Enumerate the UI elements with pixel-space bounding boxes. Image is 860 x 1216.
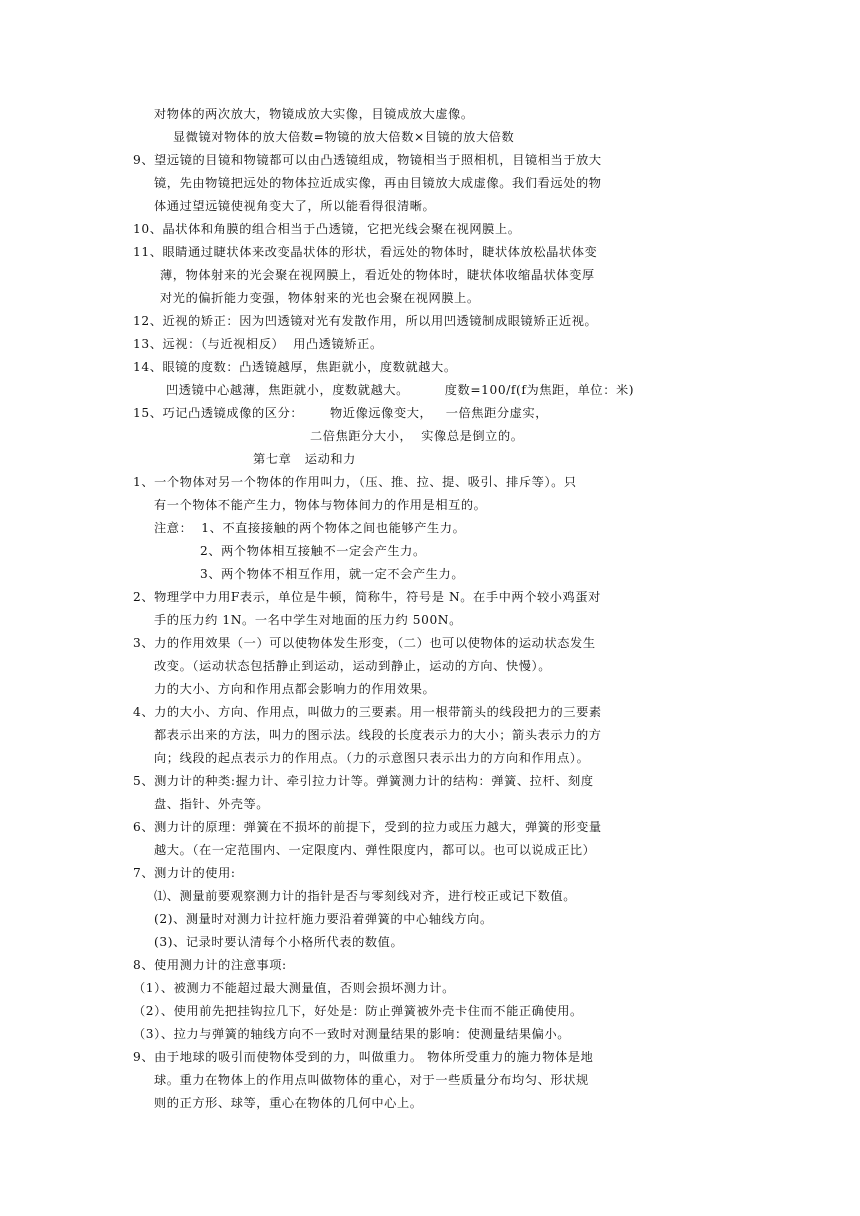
text-line: 镜，先由物镜把远处的物体拉近成实像，再由目镜放大成虚像。我们看远处的物 [154,176,602,190]
text-line: 球。重力在物体上的作用点叫做物体的重心，对于一些质量分布均匀、形状规 [154,1073,589,1087]
text-line: 2、两个物体相互接触不一定会产生力。 [200,544,426,558]
text-line: 9、望远镜的目镜和物镜都可以由凸透镜组成，物镜相当于照相机，目镜相当于放大 [133,153,602,167]
text-line: 体通过望远镜使视角变大了，所以能看得很清晰。 [154,199,436,213]
text-line: （3）、拉力与弹簧的轴线方向不一致时对测量结果的影响：使测量结果偏小。 [133,1027,571,1041]
text-line: （1）、被测力不能超过最大测量值，否则会损坏测力计。 [133,981,455,995]
text-line: （2）、使用前先把挂钩拉几下，好处是：防止弹簧被外壳卡住而不能正确使用。 [133,1004,583,1018]
text-line: (2)、测量时对测力计拉杆施力要沿着弹簧的中心轴线方向。 [154,912,493,926]
text-line: 注意： 1、不直接接触的两个物体之间也能够产生力。 [154,521,466,535]
text-line: 越大。（在一定范围内、一定限度内、弹性限度内，都可以。也可以说成正比） [154,843,596,857]
text-line: 12、近视的矫正：因为凹透镜对光有发散作用，所以用凹透镜制成眼镜矫正近视。 [133,314,598,328]
text-line: 力的大小、方向和作用点都会影响力的作用效果。 [154,682,436,696]
text-line: 手的压力约 1N。一名中学生对地面的压力约 500N。 [154,613,462,627]
text-line: 凹透镜中心越薄，焦距就小，度数就越大。 度数=100/f(f为焦距，单位：米) [166,383,635,397]
text-line: 对物体的两次放大，物镜成放大实像，目镜成放大虚像。 [154,107,474,121]
text-line: 4、力的大小、方向、作用点，叫做力的三要素。用一根带箭头的线段把力的三要素 [133,705,602,719]
text-line: 盘、指针、外壳等。 [154,797,270,811]
text-line: 二倍焦距分大小， 实像总是倒立的。 [310,429,524,443]
chapter-heading: 第七章 运动和力 [253,452,356,466]
text-line: 13、远视：（与近视相反） 用凸透镜矫正。 [133,337,383,351]
text-line: 9、由于地球的吸引而使物体受到的力，叫做重力。 物体所受重力的施力物体是地 [133,1050,594,1064]
text-line: 8、使用测力计的注意事项: [133,958,287,972]
text-line: 薄，物体射来的光会聚在视网膜上，看近处的物体时，睫状体收缩晶状体变厚 [160,268,595,282]
text-line: 对光的偏折能力变强，物体射来的光也会聚在视网膜上。 [160,291,480,305]
text-line: 则的正方形、球等，重心在物体的几何中心上。 [154,1096,423,1110]
text-line: 有一个物体不能产生力，物体与物体间力的作用是相互的。 [154,498,487,512]
text-line: 向；线段的起点表示力的作用点。（力的示意图只表示出力的方向和作用点）。 [154,751,590,765]
text-line: 2、物理学中力用F表示，单位是牛顿，简称牛，符号是 N。在手中两个较小鸡蛋对 [133,590,601,604]
text-line: 显微镜对物体的放大倍数=物镜的放大倍数×目镜的放大倍数 [173,130,515,144]
text-line: 3、力的作用效果（一）可以使物体发生形变，（二）也可以使物体的运动状态发生 [133,636,596,650]
text-line: 15、巧记凸透镜成像的区分： 物近像远像变大， 一倍焦距分虚实， [133,406,549,420]
text-line: 3、两个物体不相互作用，就一定不会产生力。 [200,567,465,581]
text-line: 14、眼镜的度数：凸透镜越厚，焦距就小，度数就越大。 [133,360,457,374]
text-line: (3)、记录时要认清每个小格所代表的数值。 [154,935,404,949]
text-line: 7、测力计的使用: [133,866,236,880]
text-line: 改变。（运动状态包括静止到运动，运动到静止，运动的方向、快慢）。 [154,659,551,673]
text-line: ⑴、测量前要观察测力计的指针是否与零刻线对齐，进行校正或记下数值。 [154,889,576,903]
text-line: 1、一个物体对另一个物体的作用叫力，（压、推、拉、提、吸引、排斥等）。只 [133,475,577,489]
text-line: 都表示出来的方法，叫力的图示法。线段的长度表示力的大小；箭头表示力的方 [154,728,602,742]
text-line: 11、眼睛通过睫状体来改变晶状体的形状，看远处的物体时，睫状体放松晶状体变 [133,245,598,259]
text-line: 5、测力计的种类:握力计、牵引拉力计等。弹簧测力计的结构：弹簧、拉杆、刻度 [133,774,594,788]
text-line: 10、晶状体和角膜的组合相当于凸透镜，它把光线会聚在视网膜上。 [133,222,521,236]
text-line: 6、测力计的原理：弹簧在不损坏的前提下，受到的拉力或压力越大，弹簧的形变量 [133,820,602,834]
